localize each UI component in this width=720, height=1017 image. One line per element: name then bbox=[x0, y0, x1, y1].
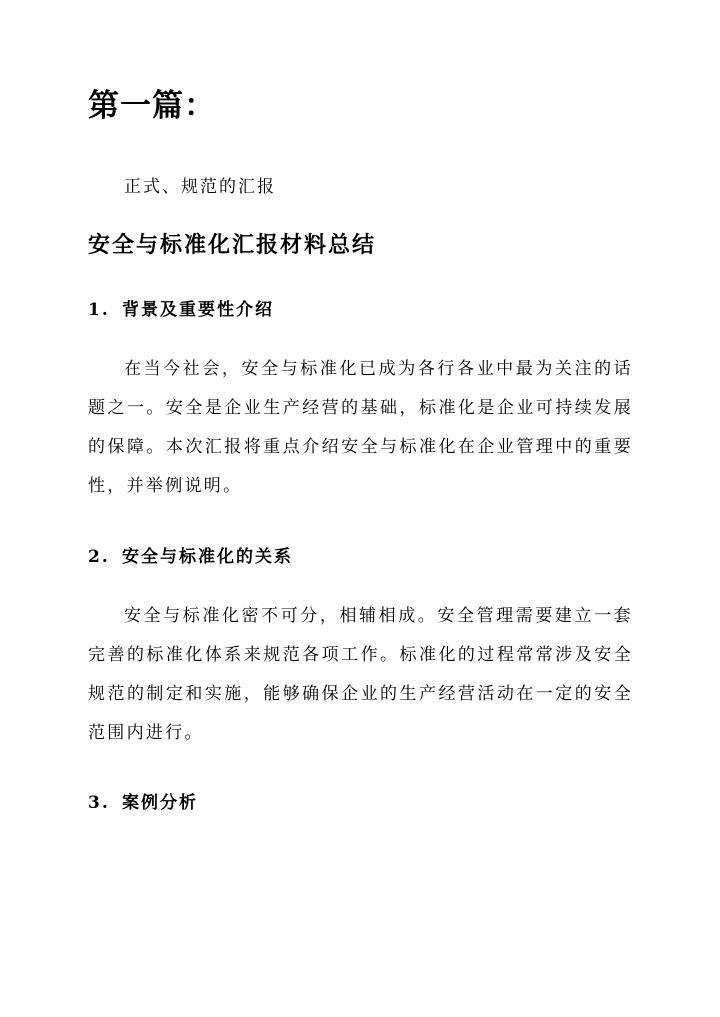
section-number: 3. bbox=[88, 793, 110, 813]
section-paragraph-relationship: 安全与标准化密不可分，相辅相成。安全管理需要建立一套完善的标准化体系来规范各项工作。标准化的过程常常涉及安全规范的制定和实施，能够确保企业的生产经营活动在一定的安全范围内进行。 bbox=[88, 606, 633, 743]
section-heading-case-analysis bbox=[88, 791, 198, 815]
section-number: 1. bbox=[88, 300, 110, 320]
section-title: 案例分析 bbox=[122, 793, 198, 813]
section-title: 背景及重要性介绍 bbox=[122, 300, 274, 320]
document-subtitle: 正式、规范的汇报 bbox=[124, 177, 276, 197]
section-number: 2. bbox=[88, 547, 110, 567]
section-title: 安全与标准化的关系 bbox=[122, 547, 293, 567]
section-paragraph-background: 在当今社会，安全与标准化已成为各行各业中最为关注的话题之一。安全是企业生产经营的基础，标准化是企业可持续发展的保障。本次汇报将重点介绍安全与标准化在企业管理中的重要性，并举例说明。 bbox=[88, 359, 633, 496]
main-heading: 安全与标准化汇报材料总结 bbox=[88, 232, 377, 258]
section-heading-relationship bbox=[88, 545, 293, 569]
section-heading-background bbox=[88, 298, 274, 322]
document-title: 第一篇： bbox=[88, 88, 216, 124]
